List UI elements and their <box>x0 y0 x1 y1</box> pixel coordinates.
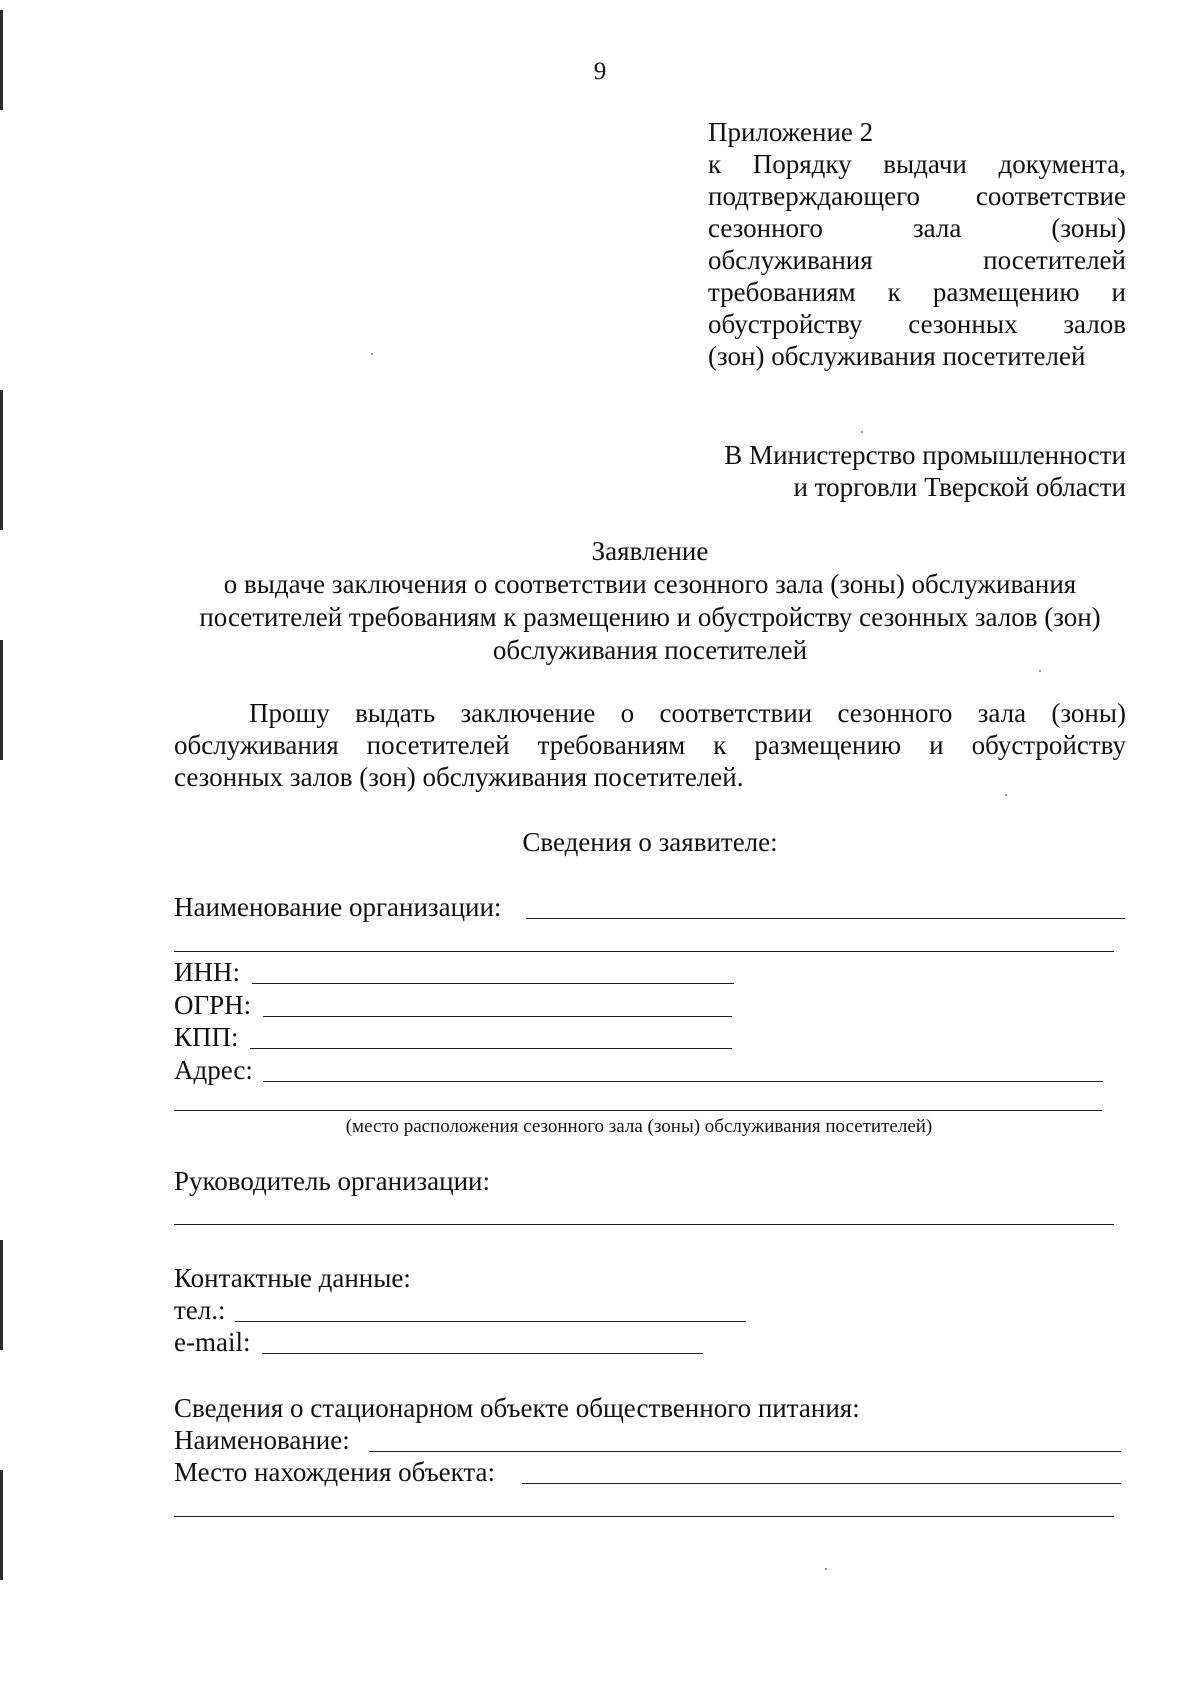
scan-speck <box>825 1568 827 1570</box>
applicant-heading: Сведения о заявителе: <box>522 827 778 857</box>
scan-speck <box>861 431 863 433</box>
email-field[interactable] <box>262 1353 703 1354</box>
contacts-heading: Контактные данные: <box>174 1263 411 1293</box>
head-label: Руководитель организации: <box>174 1166 491 1196</box>
request-line: обслуживания посетителей требованиям к размещению и обустройству <box>174 730 1126 760</box>
facility-location-field-continued[interactable] <box>174 1516 1114 1517</box>
scan-edge-mark <box>0 390 3 530</box>
address-caption: (место расположения сезонного зала (зоны) обслуживания посетителей) <box>345 1116 933 1137</box>
statement-subtitle: о выдаче заключения о соответствии сезонного зала (зоны) обслуживания <box>223 569 1077 599</box>
org-name-label: Наименование организации: <box>174 892 502 922</box>
appendix-line: сезонного зала (зоны) <box>708 213 1126 243</box>
kpp-field[interactable] <box>250 1048 732 1049</box>
statement-title-block <box>150 535 1150 667</box>
addressee-line: и торговли Тверской области <box>793 472 1126 502</box>
scan-speck <box>1005 794 1007 796</box>
head-field[interactable] <box>174 1224 1114 1225</box>
appendix-line: к Порядку выдачи документа, <box>708 149 1126 179</box>
email-label: e-mail: <box>174 1327 251 1357</box>
address-field-continued[interactable] <box>174 1110 1102 1111</box>
request-line: Прошу выдать заключение о соответствии сезонного зала (зоны) <box>249 698 1126 728</box>
phone-label: тел.: <box>174 1295 226 1325</box>
scan-edge-mark <box>0 1240 3 1350</box>
addressee-block <box>724 439 1126 503</box>
appendix-title: Приложение 2 <box>708 117 874 147</box>
request-paragraph <box>174 697 1126 793</box>
scan-speck <box>371 353 373 355</box>
phone-field[interactable] <box>235 1321 746 1322</box>
statement-subtitle: посетителей требованиям к размещению и обустройству сезонных залов (зон) <box>199 602 1101 632</box>
kpp-label: КПП: <box>174 1022 239 1052</box>
address-field[interactable] <box>263 1081 1103 1082</box>
appendix-line: требованиям к размещению и <box>708 277 1126 307</box>
facility-location-field[interactable] <box>522 1483 1121 1484</box>
statement-title: Заявление <box>591 536 709 566</box>
appendix-line: обслуживания посетителей <box>708 245 1126 275</box>
facility-location-label: Место нахождения объекта: <box>174 1457 496 1487</box>
facility-name-field[interactable] <box>369 1451 1121 1452</box>
inn-label: ИНН: <box>174 957 240 987</box>
ogrn-field[interactable] <box>263 1016 732 1017</box>
statement-subtitle: обслуживания посетителей <box>492 635 808 665</box>
facility-heading: Сведения о стационарном объекте общественного питания: <box>174 1393 860 1423</box>
page-number: 9 <box>593 58 607 85</box>
appendix-line: обустройству сезонных залов <box>708 309 1126 339</box>
org-name-field-continued[interactable] <box>174 951 1114 952</box>
scan-edge-mark <box>0 1470 3 1580</box>
scan-edge-mark <box>0 640 3 760</box>
facility-name-label: Наименование: <box>174 1425 350 1455</box>
address-label: Адрес: <box>174 1055 253 1085</box>
appendix-line: подтверждающего соответствие <box>708 181 1126 211</box>
addressee-line: В Министерство промышленности <box>724 440 1126 470</box>
appendix-reference <box>708 116 1126 372</box>
appendix-line: (зон) обслуживания посетителей <box>708 341 1086 371</box>
inn-field[interactable] <box>252 983 734 984</box>
request-line: сезонных залов (зон) обслуживания посетителей. <box>174 762 744 792</box>
scan-speck <box>1039 670 1041 672</box>
org-name-field[interactable] <box>526 918 1125 919</box>
ogrn-label: ОГРН: <box>174 990 252 1020</box>
